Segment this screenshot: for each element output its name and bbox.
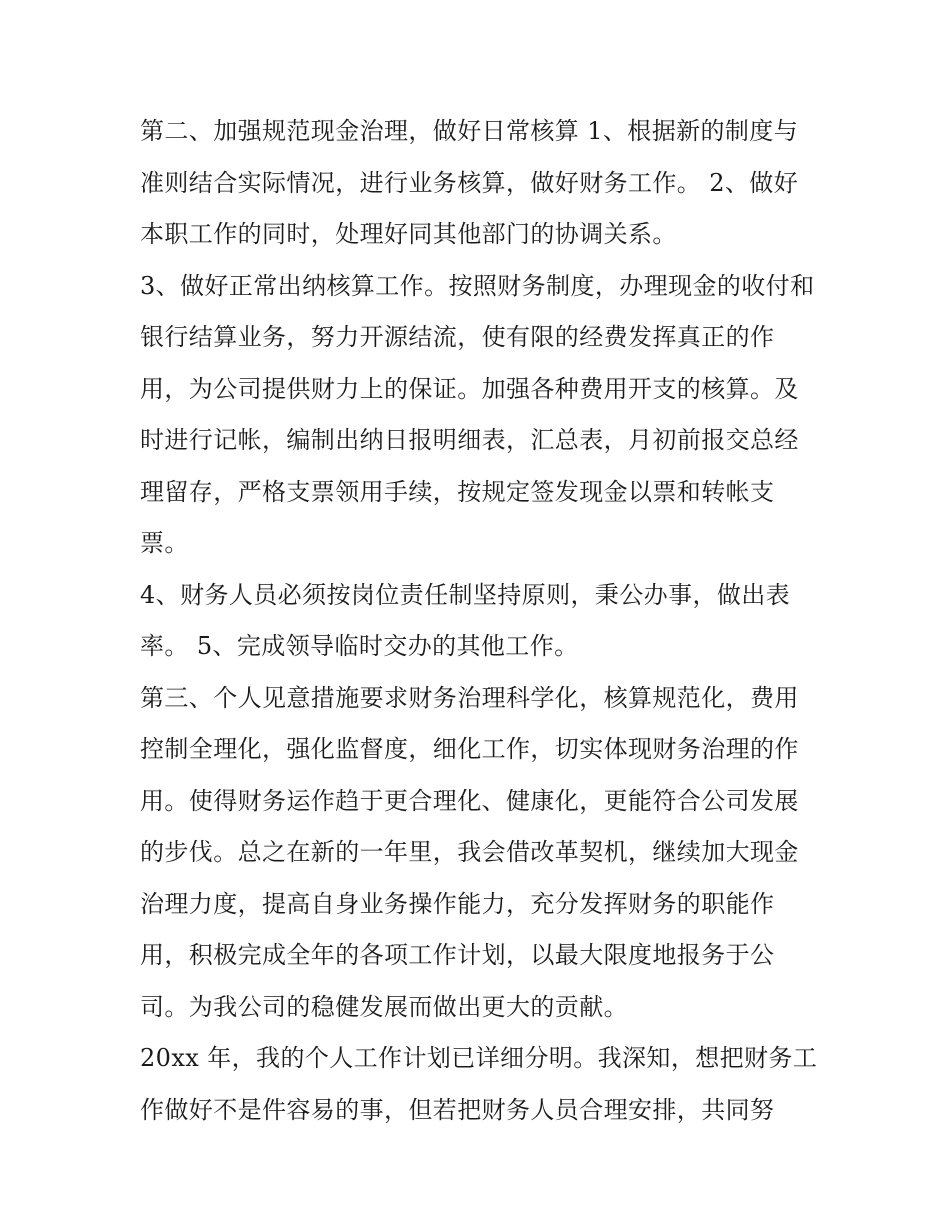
document-body (140, 106, 820, 1136)
paragraph-cash-management: 第二、加强规范现金治理，做好日常核算 1、根据新的制度与准则结合实际情况，进行业务核算，做好财务工作。 2、做好本职工作的同时，处理好同其他部门的协调关系。 (140, 117, 799, 248)
paragraph-annual-plan: 20xx 年，我的个人工作计划已详细分明。我深知，想把财务工作做好不是件容易的事，但若把财务人员合理安排，共同努 (140, 1044, 818, 1124)
paragraph-personal-suggestions: 第三、个人见意措施要求财务治理科学化，核算规范化，费用控制全理化，强化监督度，细化工作，切实体现财务治理的作用。使得财务运作趋于更合理化、健康化，更能符合公司发展的步伐。总之在新的一年里，我会借改革契机，继续加大现金治理力度，提高自身业务操作能力，充分发挥财务的职能作用，积极完成全年的各项工作计划，以最大限度地报务于公司。为我公司的稳健发展而做出更大的贡献。 (140, 683, 799, 1021)
paragraph-staff-principles: 4、财务人员必须按岗位责任制坚持原则，秉公办事，做出表率。 5、完成领导临时交办的其他工作。 (140, 580, 791, 660)
paragraph-cashier-accounting: 3、做好正常出纳核算工作。按照财务制度，办理现金的收付和银行结算业务，努力开源结流，使有限的经费发挥真正的作用，为公司提供财力上的保证。加强各种费用开支的核算。及时进行记帐，编制出纳日报明细表，汇总表，月初前报交总经理留存，严格支票领用手续，按规定签发现金以票和转帐支票。 (140, 271, 815, 557)
